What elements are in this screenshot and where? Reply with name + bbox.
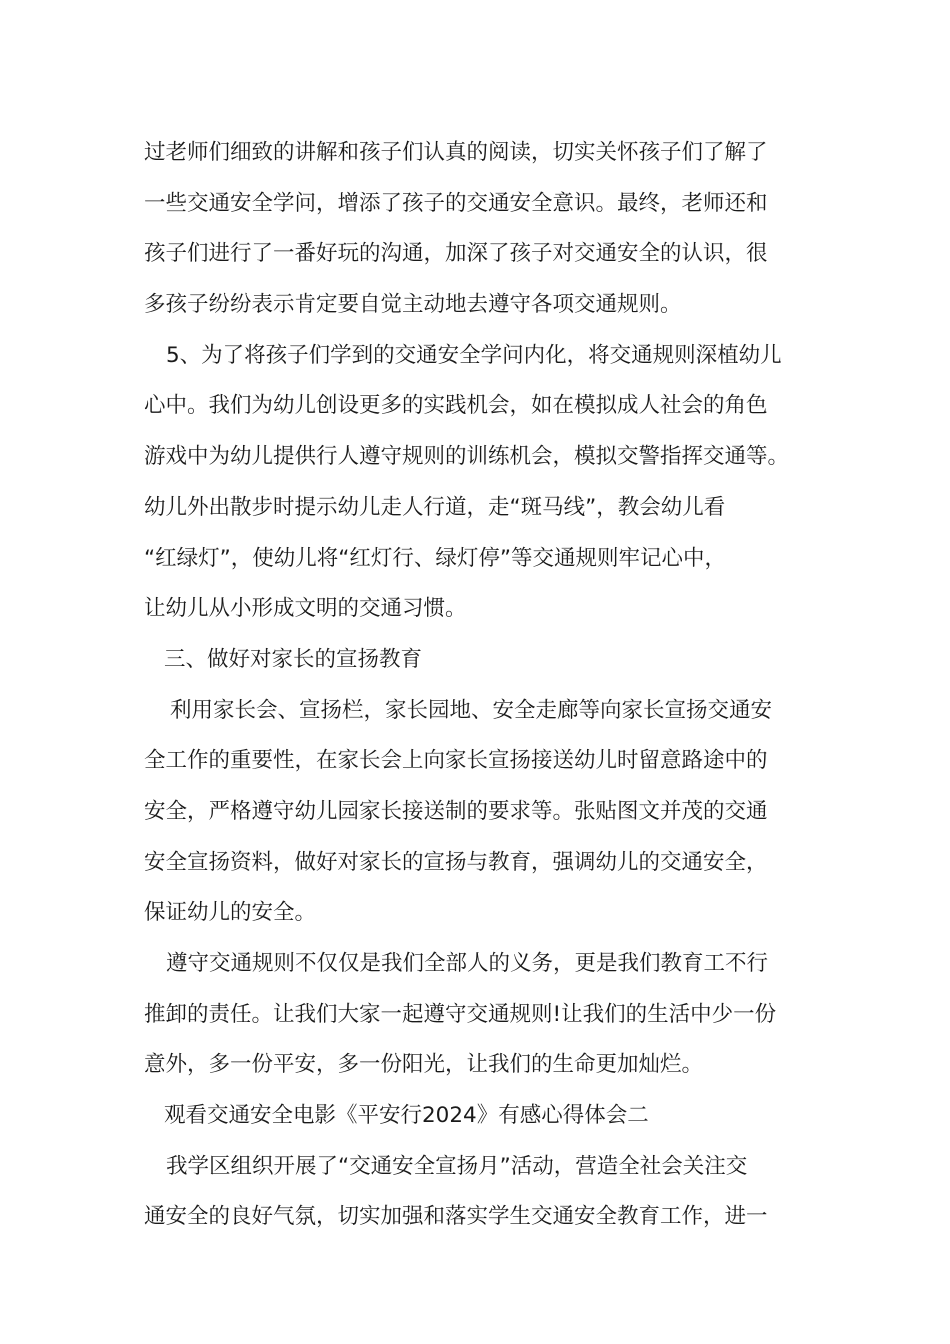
text-line: 保证幼儿的安全。	[144, 900, 317, 926]
text-line: 游戏中为幼儿提供行人遵守规则的训练机会，模拟交警指挥交通等。	[144, 444, 790, 470]
section-heading: 三、做好对家长的宣扬教育	[164, 646, 423, 672]
text-line: 通安全的良好气氛，切实加强和落实学生交通安全教育工作，进一	[144, 1204, 768, 1230]
text-line: 让幼儿从小形成文明的交通习惯。	[144, 596, 467, 622]
paragraph-first-line: 遵守交通规则不仅仅是我们全部人的义务，更是我们教育工不行	[166, 951, 769, 976]
paragraph-first-line: 利用家长会、宣扬栏，家长园地、安全走廊等向家长宣扬交通安	[170, 697, 773, 723]
text-line: 安全宣扬资料，做好对家长的宣扬与教育，强调幼儿的交通安全，	[144, 849, 768, 875]
text-line: 全工作的重要性，在家长会上向家长宣扬接送幼儿时留意路途中的	[144, 748, 768, 774]
paragraph-first-line: 我学区组织开展了“交通安全宣扬月”活动，营造全社会关注交	[166, 1153, 748, 1179]
text-line: 过老师们细致的讲解和孩子们认真的阅读，切实关怀孩子们了解了	[144, 140, 768, 165]
paragraph-first-line: 5、为了将孩子们学到的交通安全学问内化，将交通规则深植幼儿	[166, 342, 782, 368]
text-line: 幼儿外出散步时提示幼儿走人行道，走“斑马线”，教会幼儿看	[144, 494, 726, 520]
text-line: 一些交通安全学问，增添了孩子的交通安全意识。最终，老师还和	[144, 190, 768, 216]
article-title: 观看交通安全电影《平安行2024》有感心得体会二	[164, 1103, 649, 1129]
text-line: 多孩子纷纷表示肯定要自觉主动地去遵守各项交通规则。	[144, 292, 682, 318]
text-line: 安全，严格遵守幼儿园家长接送制的要求等。张贴图文并茂的交通	[144, 798, 768, 824]
text-line: “红绿灯”，使幼儿将“红灯行、绿灯停”等交通规则牢记心中，	[144, 545, 727, 571]
document-body	[144, 128, 824, 1243]
text-line: 推卸的责任。让我们大家一起遵守交通规则!让我们的生活中少一份	[144, 1001, 777, 1027]
text-line: 孩子们进行了一番好玩的沟通，加深了孩子对交通安全的认识，很	[144, 241, 768, 267]
text-line: 意外，多一份平安，多一份阳光，让我们的生命更加灿烂。	[144, 1052, 704, 1078]
text-line: 心中。我们为幼儿创设更多的实践机会，如在模拟成人社会的角色	[144, 393, 768, 419]
